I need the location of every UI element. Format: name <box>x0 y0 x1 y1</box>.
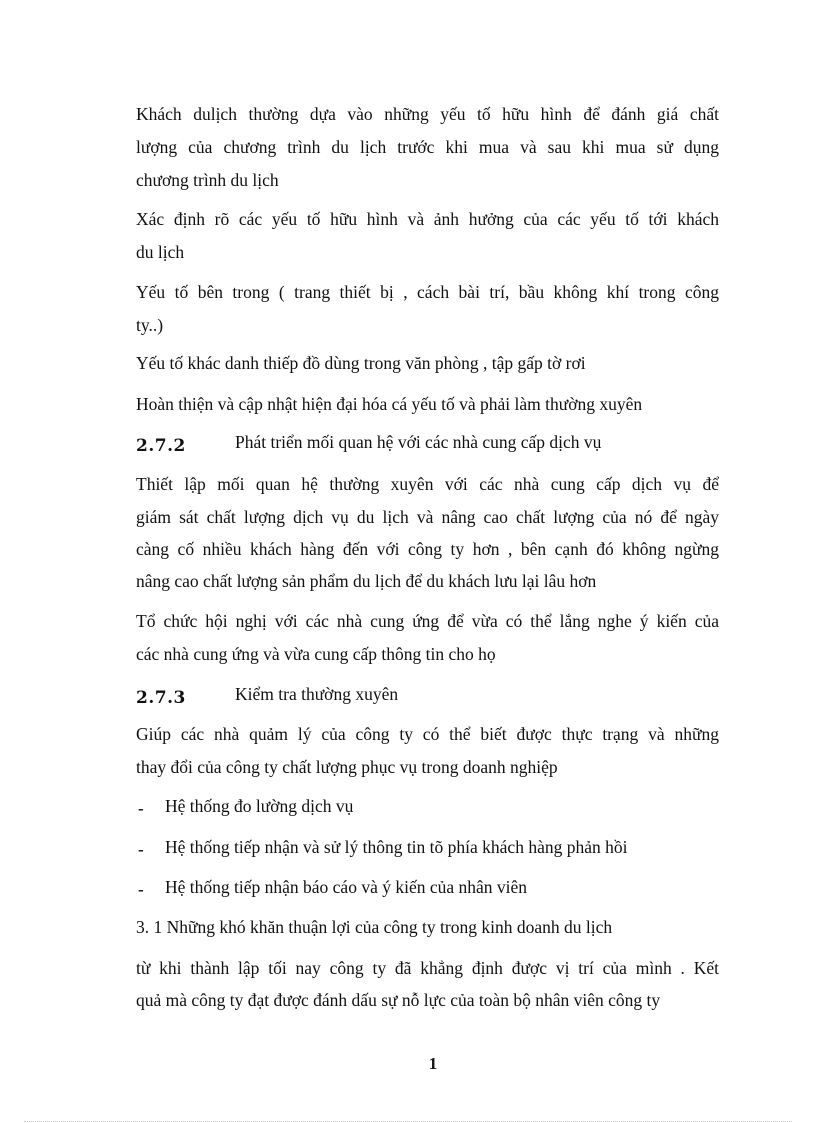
bullet-item-1: Hệ thống đo lường dịch vụ <box>165 796 354 816</box>
bullet-dash-2: - <box>138 840 144 859</box>
paragraph-7-line-1: Tổ chức hội nghị với các nhà cung ứng để vừa có thể lắng nghe ý kiến của <box>136 611 719 631</box>
paragraph-5: Hoàn thiện và cập nhật hiện đại hóa cá yếu tố và phải làm thường xuyên <box>136 394 643 414</box>
bullet-item-2: Hệ thống tiếp nhận và sử lý thông tin tõ phía khách hàng phản hồi <box>165 837 628 857</box>
paragraph-6-line-1: Thiết lập mối quan hệ thường xuyên với các nhà cung cấp dịch vụ để <box>136 474 719 494</box>
paragraph-3-line-2: ty..) <box>136 315 164 335</box>
bullet-dash-1: - <box>138 799 144 818</box>
paragraph-8-line-1: Giúp các nhà quảm lý của công ty có thể biết được thực trạng và những <box>136 724 719 744</box>
section-272-title: Phát triển mối quan hệ với các nhà cung cấp dịch vụ <box>235 432 602 452</box>
paragraph-9-line-1: từ khi thành lập tối nay công ty đã khẳng định được vị trí của mình . Kết <box>136 958 719 978</box>
paragraph-8-line-2: thay đổi của công ty chất lượng phục vụ trong doanh nghiệp <box>136 757 558 777</box>
bullet-item-3: Hệ thống tiếp nhận báo cáo và ý kiến của nhân viên <box>165 877 528 897</box>
page-number: 1 <box>428 1054 438 1073</box>
paragraph-6-line-2: giám sát chất lượng dịch vụ du lịch và nâng cao chất lượng của nó để ngày <box>136 507 719 527</box>
paragraph-2-line-2: du lịch <box>136 242 185 262</box>
section-273-title: Kiểm tra thường xuyên <box>235 684 399 704</box>
paragraph-6-line-3: càng cố nhiều khách hàng đến với công ty hơn , bên cạnh đó không ngừng <box>136 539 719 559</box>
paragraph-1-line-2: lượng của chương trình du lịch trước khi mua và sau khi mua sử dụng <box>136 137 719 157</box>
paragraph-1-line-1: Khách dulịch thường dựa vào những yếu tố hữu hình để đánh giá chất <box>136 104 719 124</box>
paragraph-6-line-4: nâng cao chất lượng sản phẩm du lịch để du khách lưu lại lâu hơn <box>136 571 597 591</box>
section-31-heading: 3. 1 Những khó khăn thuận lợi của công ty trong kinh doanh du lịch <box>136 917 613 937</box>
paragraph-4: Yếu tố khác danh thiếp đồ dùng trong văn phòng , tập gấp tờ rơi <box>136 353 586 373</box>
page-bottom-rule <box>24 1121 792 1122</box>
paragraph-9-line-2: quả mà công ty đạt được đánh dấu sự nỗ lực của toàn bộ nhân viên công ty <box>136 990 661 1010</box>
paragraph-2-line-1: Xác định rõ các yếu tố hữu hình và ảnh hưởng của các yếu tố tới khách <box>136 209 719 229</box>
paragraph-1-line-3: chương trình du lịch <box>136 170 279 190</box>
bullet-dash-3: - <box>138 880 144 899</box>
section-273-number: 2.7.3 <box>136 688 186 708</box>
section-272-number: 2.7.2 <box>136 436 186 456</box>
paragraph-7-line-2: các nhà cung ứng và vừa cung cấp thông tin cho họ <box>136 644 496 664</box>
paragraph-3-line-1: Yếu tố bên trong ( trang thiết bị , cách bài trí, bầu không khí trong công <box>136 282 719 302</box>
